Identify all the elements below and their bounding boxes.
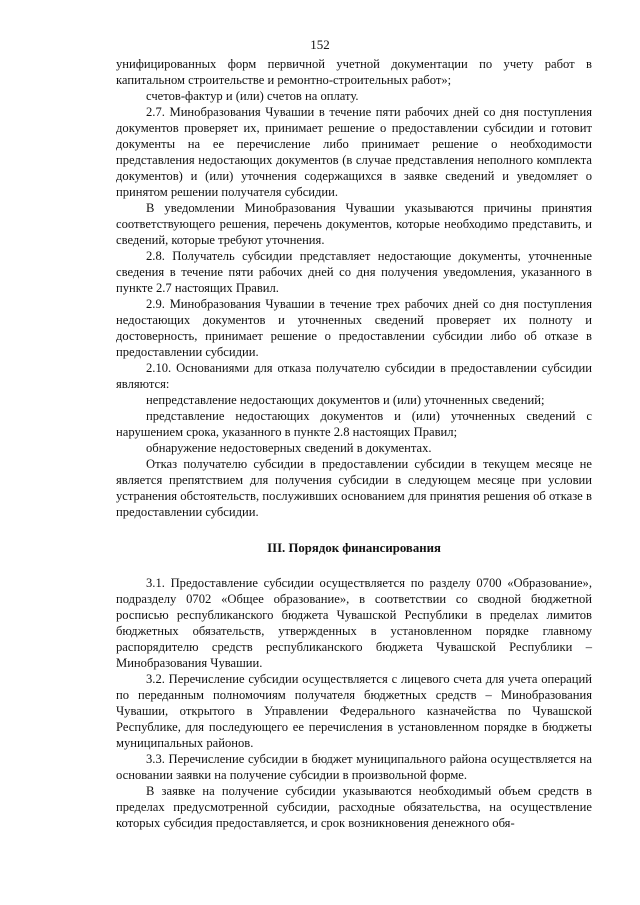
paragraph: 3.3. Перечисление субсидии в бюджет муниципального района осуществляется на основании заявки на получение субсидии в произвольной форме. [116, 752, 592, 782]
document-body [116, 56, 592, 831]
paragraph: счетов-фактур и (или) счетов на оплату. [146, 89, 359, 103]
paragraph: непредставление недостающих документов и (или) уточненных сведений; [146, 393, 545, 407]
paragraph: 2.8. Получатель субсидии представляет недостающие документы, уточненные сведения в течение пяти рабочих дней со дня получения уведомления, указанного в пункте 2.7 настоящих Правил. [116, 249, 592, 295]
paragraph: 2.10. Основаниями для отказа получателю субсидии в предоставлении субсидии являются: [116, 361, 592, 391]
paragraph: унифицированных форм первичной учетной документации по учету работ в капитальном строительстве и ремонтно-строительных работ»; [116, 57, 592, 87]
paragraph: В заявке на получение субсидии указываются необходимый объем средств в пределах предусмотренной субсидии, расходные обязательства, на осуществление которых субсидия предоставляется, и срок возникновения денежного обя- [116, 784, 592, 830]
paragraph: В уведомлении Минобразования Чувашии указываются причины принятия соответствующего решения, перечень документов, которые необходимо представить, и сведений, которые требуют уточнения. [116, 201, 592, 247]
paragraph: 2.7. Минобразования Чувашии в течение пяти рабочих дней со дня поступления документов проверяет их, принимает решение о предоставлении субсидии и готовит документы на ее перечисление либо принимает решение о необходимости представления недостающих документов (в случае представления неполного комплекта документов) и (или) уточнения содержащихся в заявке сведений и уведомляет о принятом решении получателя субсидии. [116, 105, 592, 199]
page-number: 152 [310, 37, 330, 52]
paragraph: 3.2. Перечисление субсидии осуществляется с лицевого счета для учета операций по переданным полномочиям получателя бюджетных средств – Минобразования Чувашии, открытого в Управлении Федерального казначейства по Чувашской Республике, для последующего ее перечисления в установленном порядке в бюджеты муниципальных районов. [116, 672, 592, 750]
paragraph: представление недостающих документов и (или) уточненных сведений с нарушением срока, указанного в пункте 2.8 настоящих Правил; [116, 409, 592, 439]
paragraph: Отказ получателю субсидии в предоставлении субсидии в текущем месяце не является препятствием для получения субсидии в следующем месяце при условии устранения обстоятельств, послуживших основанием для принятия решения об отказе в предоставлении субсидии. [116, 457, 592, 519]
section-2-continuation [116, 56, 592, 520]
paragraph: 3.1. Предоставление субсидии осуществляется по разделу 0700 «Образование», подразделу 0702 «Общее образование», в соответствии со сводной бюджетной росписью республиканского бюджета Чувашской Республики в пределах лимитов бюджетных обязательств, утвержденных в установленном порядке главному распорядителю средств республиканского бюджета Чувашской Республики – Минобразования Чувашии. [116, 576, 592, 670]
paragraph: обнаружение недостоверных сведений в документах. [146, 441, 432, 455]
section-heading: III. Порядок финансирования [267, 541, 441, 555]
section-3-body [116, 575, 592, 831]
paragraph: 2.9. Минобразования Чувашии в течение трех рабочих дней со дня поступления недостающих документов и уточненных сведений проверяет их полноту и достоверность, принимает решение о предоставлении субсидии либо об отказе в предоставлении субсидии. [116, 297, 592, 359]
